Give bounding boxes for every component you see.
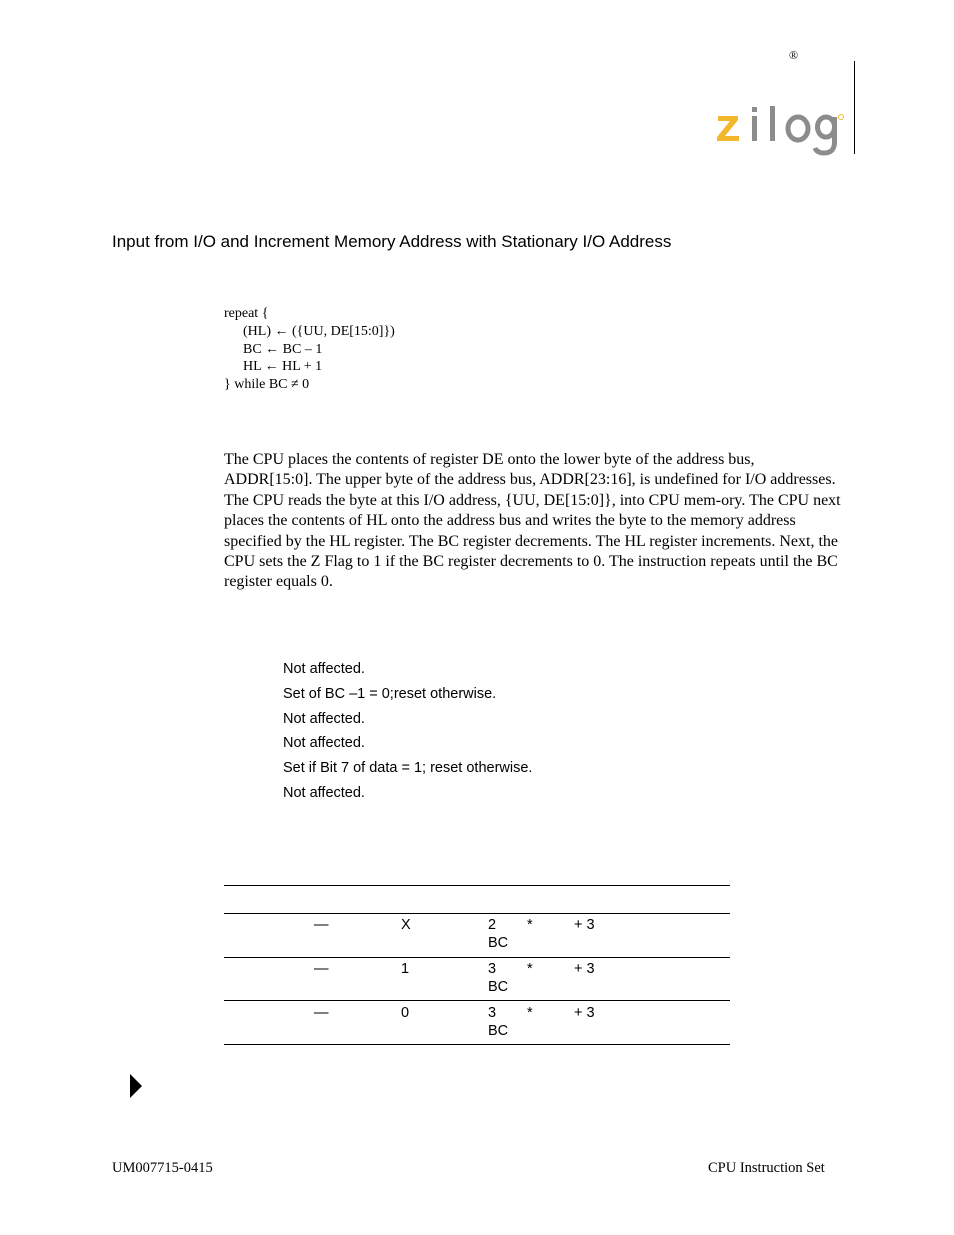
flag-item: Not affected. <box>283 661 365 677</box>
logo-letter-i <box>752 116 757 141</box>
logo-letter-z <box>717 116 739 141</box>
header-vertical-rule <box>854 61 855 154</box>
table-cell: 3 <box>488 1005 497 1021</box>
table-cell: — <box>314 961 329 977</box>
flag-item: Not affected. <box>283 710 365 727</box>
footer-doc-number: UM007715-0415 <box>112 1160 213 1176</box>
table-cell: + 3 <box>574 917 595 933</box>
code-line: repeat { <box>224 306 269 321</box>
logo-letter-i-dot <box>752 107 757 112</box>
table-cell: + 3 <box>574 1005 595 1021</box>
table-row-rule <box>224 1000 730 1001</box>
table-header-rule <box>224 913 730 914</box>
table-top-rule <box>224 885 730 886</box>
table-cell: * <box>527 917 533 933</box>
table-cell: 0 <box>401 1005 410 1021</box>
table-cell: + 3 <box>574 961 595 977</box>
table-cell: * <box>527 1005 533 1021</box>
table-cell: 3 <box>488 961 497 977</box>
code-line: BC ← BC – 1 <box>243 341 323 357</box>
table-cell: BC <box>488 935 509 951</box>
logo-letter-g-bowl <box>818 117 835 137</box>
footer-section-title: CPU Instruction Set <box>708 1160 825 1176</box>
table-cell: 1 <box>401 961 410 977</box>
description-paragraph: The CPU places the contents of register DE onto the lower byte of the address bus, ADDR[15:0]. The upper byte of the address bus, ADDR[23:16], is undefined for I/O addresses. The CPU reads the byte at this I/O address, {UU, DE[15:0]}, into CPU mem-ory. The CPU next places the contents of HL onto the address bus and writes the byte to the memory address specified by the HL register. The BC register decrements. The HL register increments. Next, the CPU sets the Z Flag to 1 if the BC register decrements to 0. The instruction repeats until the BC register equals 0. <box>224 451 841 591</box>
flag-item: Not affected. <box>283 735 365 752</box>
code-line: } while BC ≠ 0 <box>224 377 310 393</box>
logo-letter-l <box>770 106 775 141</box>
table-bottom-rule <box>224 1044 730 1045</box>
table-cell: — <box>314 917 329 933</box>
flag-item: Set if Bit 7 of data = 1; reset otherwise. <box>283 760 533 777</box>
table-cell: BC <box>488 979 509 995</box>
flag-item: Set of BC –1 = 0;reset otherwise. <box>283 685 497 702</box>
table-row-rule <box>224 957 730 958</box>
page-title: Input from I/O and Increment Memory Address with Stationary I/O Address <box>112 232 672 251</box>
note-arrow-icon <box>129 1073 143 1099</box>
condition-flags-list <box>283 659 532 808</box>
logo-registered-dot <box>839 115 844 120</box>
table-cell: X <box>401 917 411 933</box>
operation-code-block <box>224 305 395 394</box>
registered-trademark-mark: ® <box>789 48 799 62</box>
table-cell: — <box>314 1005 329 1021</box>
logo-letter-o <box>788 117 808 140</box>
table-cell: BC <box>488 1023 509 1039</box>
code-line: (HL) ← ({UU, DE[15:0]}) <box>243 323 395 339</box>
table-cell: * <box>527 961 533 977</box>
table-cell: 2 <box>488 917 497 933</box>
code-line: HL ← HL + 1 <box>243 359 323 375</box>
zilog-logo <box>714 104 846 160</box>
flag-item: Not affected. <box>283 784 365 801</box>
